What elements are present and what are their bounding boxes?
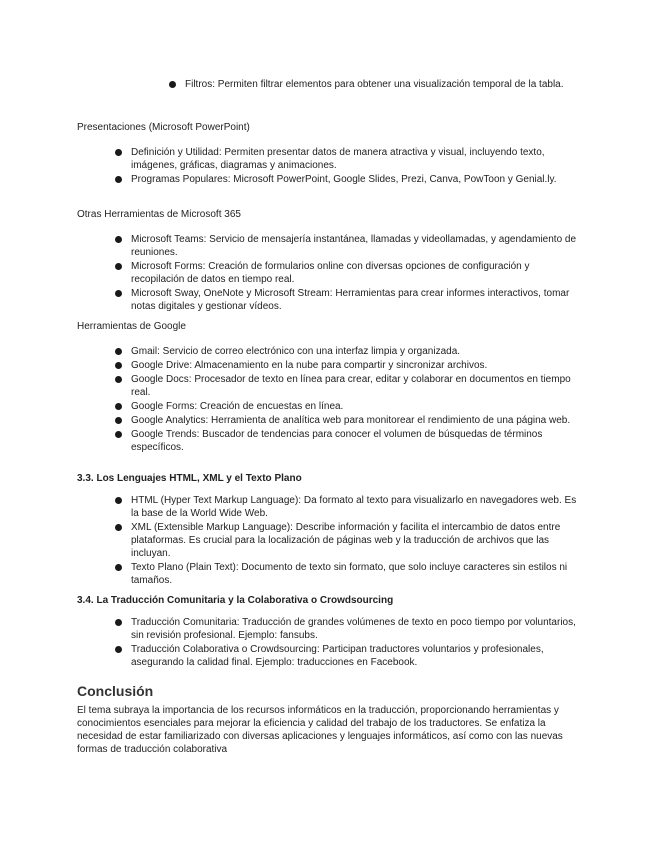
- list-item: XML (Extensible Markup Language): Describe información y facilita el intercambio de datos entre plataformas. Es crucial para la localización de páginas web y la traducción de archivos que las incluyan.: [77, 521, 582, 560]
- filtros-list: [77, 78, 582, 91]
- list-item: Programas Populares: Microsoft PowerPoint, Google Slides, Prezi, Canva, PowToon y Genial.ly.: [77, 173, 582, 186]
- list-item: Microsoft Forms: Creación de formularios online con diversas opciones de configuración y recopilación de datos en tiempo real.: [77, 260, 582, 286]
- list-item: Traducción Colaborativa o Crowdsourcing: Participan traductores voluntarios y profesionales, asegurando la calidad final. Ejemplo: traducciones en Facebook.: [77, 643, 582, 669]
- ms365-heading: Otras Herramientas de Microsoft 365: [77, 209, 241, 220]
- list-item: Google Drive: Almacenamiento en la nube para compartir y sincronizar archivos.: [77, 359, 582, 372]
- conclusion-text: El tema subraya la importancia de los recursos informáticos en la traducción, proporcionando herramientas y conocimientos esenciales para mejorar la eficiencia y calidad del trabajo de los traductores. Se enfatiza la necesidad de estar familiarizado con diversas aplicaciones y lenguajes informáticos, así como con las nuevas formas de traducción colaborativa: [77, 705, 563, 755]
- section-3-4-heading: 3.4. La Traducción Comunitaria y la Colaborativa o Crowdsourcing: [77, 595, 394, 606]
- list-item: Google Trends: Buscador de tendencias para conocer el volumen de búsquedas de términos específicos.: [77, 428, 582, 454]
- section-3-3-list: [77, 494, 582, 587]
- list-item: Google Analytics: Herramienta de analítica web para monitorear el rendimiento de una página web.: [77, 414, 582, 427]
- presentaciones-section: [77, 121, 582, 187]
- list-item: Gmail: Servicio de correo electrónico con una interfaz limpia y organizada.: [77, 345, 582, 358]
- google-list: [77, 345, 582, 454]
- list-item: Definición y Utilidad: Permiten presentar datos de manera atractiva y visual, incluyendo texto, imágenes, gráficas, diagramas y animaciones.: [77, 146, 582, 172]
- conclusion-title: Conclusión: [77, 683, 154, 699]
- list-item: HTML (Hyper Text Markup Language): Da formato al texto para visualizarlo en navegadores web. Es la base de la World Wide Web.: [77, 494, 582, 520]
- google-section: [77, 320, 582, 455]
- ms365-list: [77, 233, 582, 313]
- list-item: Microsoft Sway, OneNote y Microsoft Stream: Herramientas para crear informes interactivos, tomar notas digitales y gestionar vídeos.: [77, 287, 582, 313]
- list-item: Filtros: Permiten filtrar elementos para obtener una visualización temporal de la tabla.: [77, 78, 582, 91]
- list-item: Google Docs: Procesador de texto en línea para crear, editar y colaborar en documentos en tiempo real.: [77, 373, 582, 399]
- section-3-4: [77, 594, 582, 670]
- presentaciones-heading: Presentaciones (Microsoft PowerPoint): [77, 122, 250, 133]
- list-item: Google Forms: Creación de encuestas en línea.: [77, 400, 582, 413]
- conclusion-section: [77, 683, 582, 756]
- list-item: Traducción Comunitaria: Traducción de grandes volúmenes de texto en poco tiempo por voluntarios, sin revisión profesional. Ejemplo: fansubs.: [77, 616, 582, 642]
- section-3-3-heading: 3.3. Los Lenguajes HTML, XML y el Texto Plano: [77, 473, 302, 484]
- list-item: Microsoft Teams: Servicio de mensajería instantánea, llamadas y videollamadas, y agendamiento de reuniones.: [77, 233, 582, 259]
- google-heading: Herramientas de Google: [77, 321, 186, 332]
- filtros-block: [77, 78, 582, 92]
- list-item: Texto Plano (Plain Text): Documento de texto sin formato, que solo incluye caracteres sin estilos ni tamaños.: [77, 561, 582, 587]
- section-3-4-list: [77, 616, 582, 669]
- section-3-3: [77, 472, 582, 588]
- ms365-section: [77, 208, 582, 314]
- presentaciones-list: [77, 146, 582, 186]
